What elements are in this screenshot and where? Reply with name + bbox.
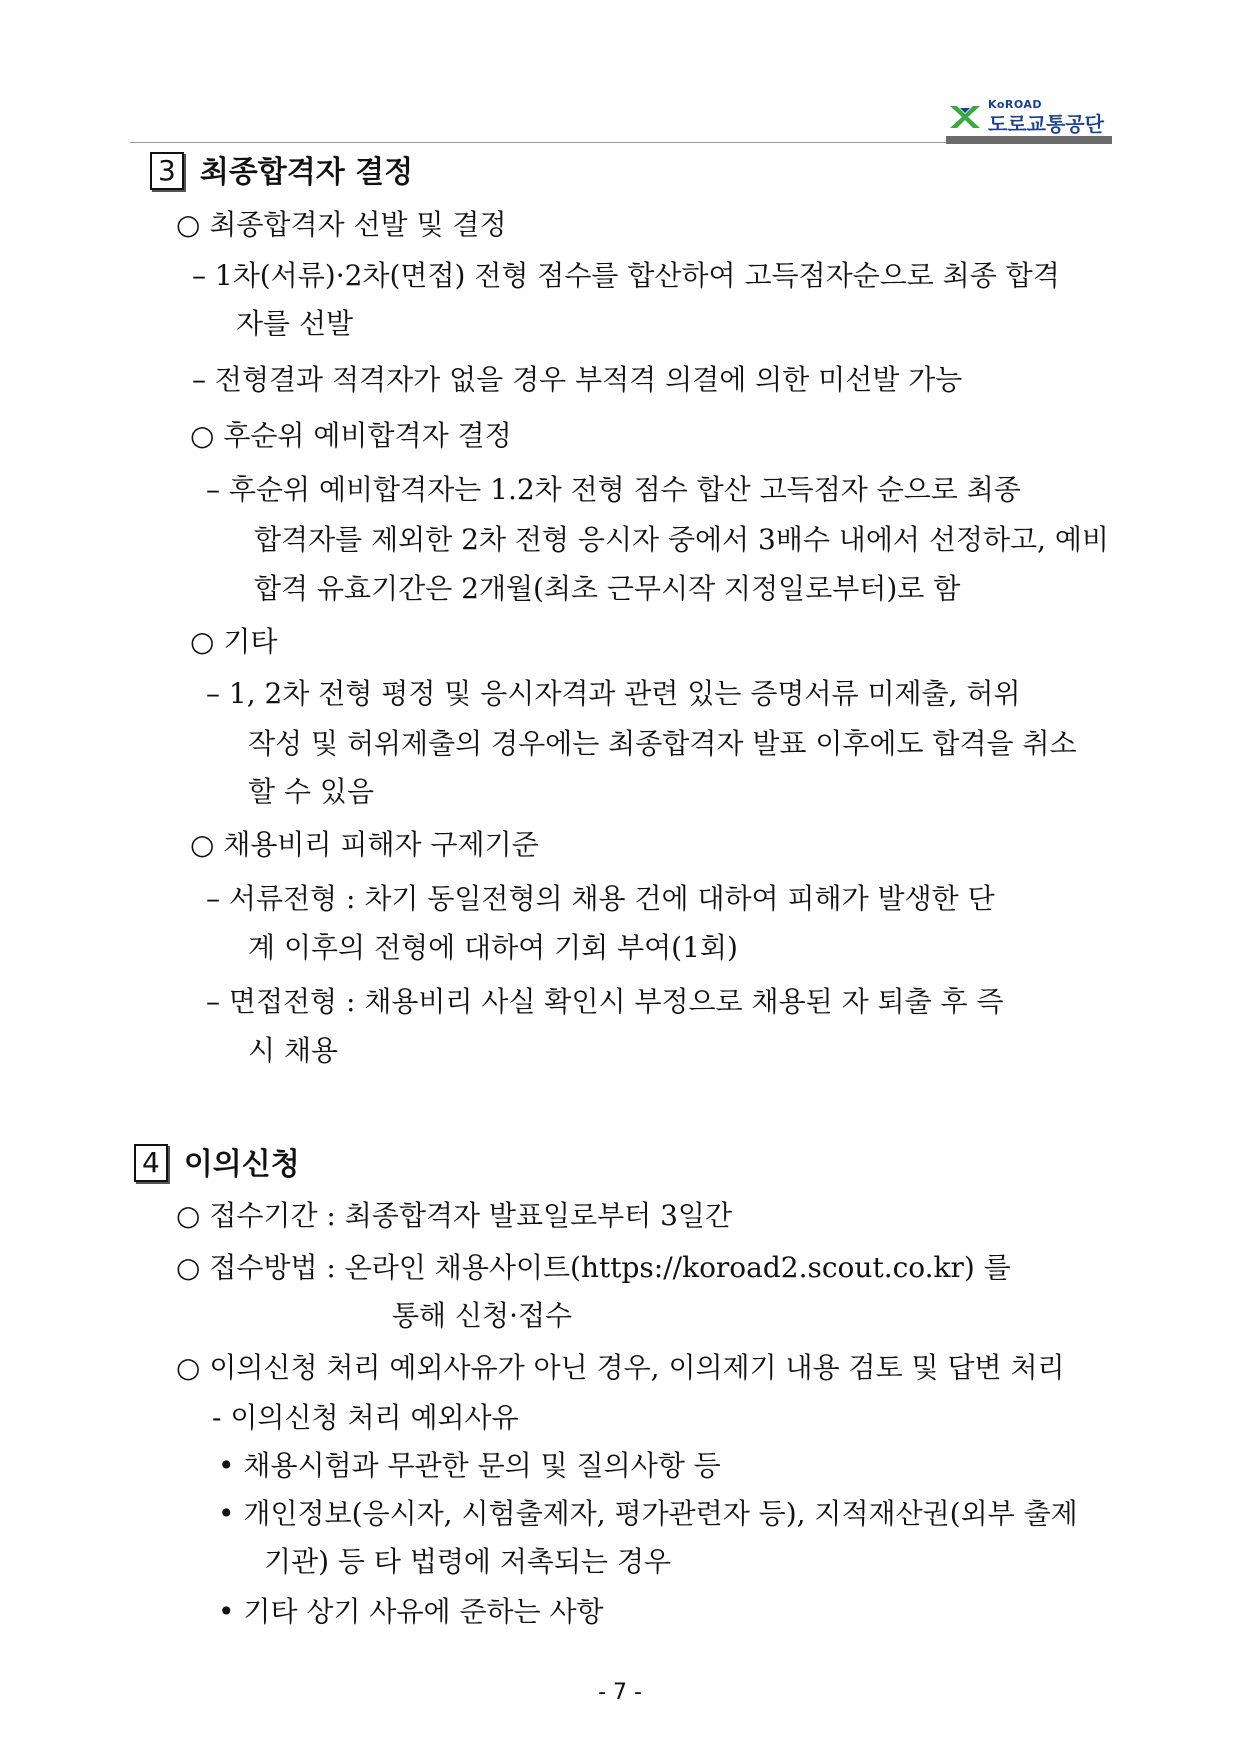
koroad-logo-icon bbox=[948, 102, 982, 132]
s3-sub-reserve-1: – 후순위 예비합격자는 1.2차 전형 점수 합산 고득점자 순으로 최종 bbox=[206, 473, 1021, 506]
page-number: - 7 - bbox=[598, 1680, 642, 1705]
s3-sub-remedy-interview: – 면접전형 : 채용비리 사실 확인시 부정으로 채용된 자 퇴출 후 즉 bbox=[206, 985, 1004, 1018]
section-3-title: 최종합격자 결정 bbox=[199, 155, 414, 190]
section-3-heading bbox=[150, 154, 413, 192]
s4-item-period: ○ 접수기간 : 최종합격자 발표일로부터 3일간 bbox=[176, 1199, 732, 1232]
section-4-title: 이의신청 bbox=[183, 1147, 300, 1182]
s3-item-reserve: ○ 후순위 예비합격자 결정 bbox=[190, 419, 512, 452]
s3-sub-etc-2: 작성 및 허위제출의 경우에는 최종합격자 발표 이후에도 합격을 취소 bbox=[248, 727, 1077, 760]
section-4-number: 4 bbox=[134, 1144, 168, 1182]
s3-item-etc: ○ 기타 bbox=[190, 625, 278, 658]
section-4-heading bbox=[134, 1146, 300, 1184]
s3-sub-etc-3: 할 수 있음 bbox=[248, 775, 374, 808]
s4-bullet-privacy: • 개인정보(응시자, 시험출제자, 평가관련자 등), 지적재산권(외부 출제 bbox=[218, 1497, 1078, 1530]
section-3-number: 3 bbox=[150, 152, 184, 190]
s3-sub-remedy-doc-cont: 계 이후의 전형에 대하여 기회 부여(1회) bbox=[248, 931, 738, 964]
s4-item-process: ○ 이의신청 처리 예외사유가 아닌 경우, 이의제기 내용 검토 및 답변 처리 bbox=[176, 1351, 1065, 1384]
s3-sub-score-cont: 자를 선발 bbox=[236, 307, 354, 340]
s4-item-method-cont: 통해 신청·접수 bbox=[392, 1299, 573, 1332]
logo-main-text: 도로교통공단 bbox=[988, 112, 1104, 136]
koroad-logo bbox=[948, 98, 1118, 134]
s4-bullet-unrelated: • 채용시험과 무관한 문의 및 질의사항 등 bbox=[218, 1449, 721, 1482]
s3-sub-etc-1: – 1, 2차 전형 평정 및 응시자격과 관련 있는 증명서류 미제출, 허위 bbox=[206, 677, 1021, 710]
s3-item-remedy: ○ 채용비리 피해자 구제기준 bbox=[190, 828, 539, 861]
header-bar bbox=[946, 136, 1112, 144]
s3-sub-reserve-3: 합격 유효기간은 2개월(최초 근무시작 지정일로부터)로 함 bbox=[254, 572, 961, 605]
logo-small-text: KoROAD bbox=[988, 98, 1043, 111]
s3-sub-score: – 1차(서류)·2차(면접) 전형 점수를 합산하여 고득점자순으로 최종 합격 bbox=[192, 259, 1060, 292]
s4-bullet-other: • 기타 상기 사유에 준하는 사항 bbox=[218, 1595, 604, 1628]
s3-sub-remedy-interview-cont: 시 채용 bbox=[248, 1034, 339, 1067]
s3-item-select: ○ 최종합격자 선발 및 결정 bbox=[176, 208, 507, 241]
s3-sub-remedy-doc: – 서류전형 : 차기 동일전형의 채용 건에 대하여 피해가 발생한 단 bbox=[206, 882, 995, 915]
s3-sub-reserve-2: 합격자를 제외한 2차 전형 응시자 중에서 3배수 내에서 선정하고, 예비 bbox=[254, 523, 1109, 556]
s4-item-method: ○ 접수방법 : 온라인 채용사이트(https://koroad2.scout.co.kr) 를 bbox=[176, 1251, 1011, 1284]
s3-sub-nonselect: – 전형결과 적격자가 없을 경우 부적격 의결에 의한 미선발 가능 bbox=[192, 363, 963, 396]
s4-bullet-privacy-cont: 기관) 등 타 법령에 저촉되는 경우 bbox=[264, 1545, 672, 1578]
s4-sub-exceptions: - 이의신청 처리 예외사유 bbox=[212, 1401, 519, 1434]
